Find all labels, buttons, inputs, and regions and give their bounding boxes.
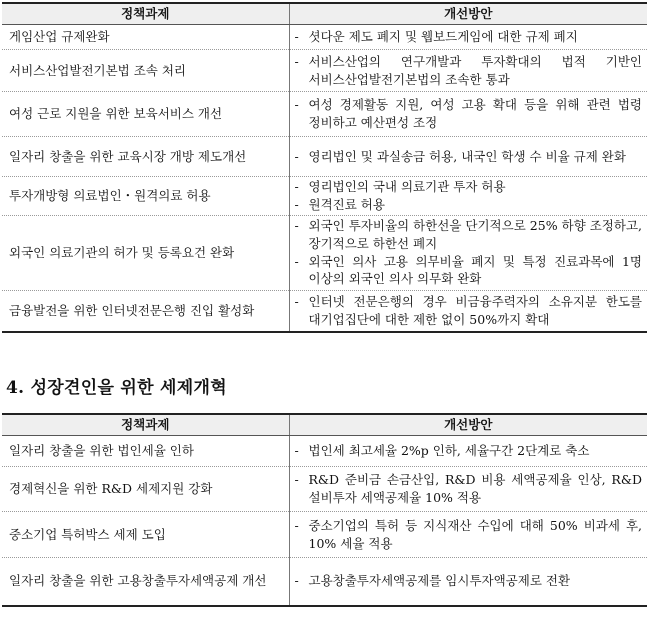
policy-task-cell: 외국인 의료기관의 허가 및 등록요건 완화 bbox=[2, 215, 289, 290]
measure-item: - 영리법인의 국내 의료기관 투자 허용 bbox=[294, 179, 506, 194]
improvement-cell bbox=[289, 50, 647, 92]
measure-item: - 서비스산업의 연구개발과 투자확대의 법적 기반인 서비스산업발전기본법의 조속한 통과 bbox=[294, 53, 642, 87]
policy-table-1 bbox=[2, 2, 647, 333]
measure-item: - 원격진료 허용 bbox=[294, 196, 385, 212]
table-row bbox=[2, 92, 647, 137]
improvement-cell bbox=[289, 137, 647, 177]
table-row bbox=[2, 50, 647, 92]
header-policy-task: 정책과제 bbox=[2, 3, 289, 25]
measure-item: - 인터넷 전문은행의 경우 비금융주력자의 소유지분 한도를 대기업집단에 대한 제한 없이 50%까지 확대 bbox=[294, 294, 642, 327]
table-row bbox=[2, 436, 647, 467]
header-improvement-plan: 개선방안 bbox=[289, 3, 647, 25]
policy-task-cell: 투자개방형 의료법인・원격의료 허용 bbox=[2, 177, 289, 216]
table-row bbox=[2, 215, 647, 290]
table-row bbox=[2, 558, 647, 606]
policy-task-cell: 금융발전을 위한 인터넷전문은행 진입 활성화 bbox=[9, 302, 255, 318]
header-improvement-plan: 개선방안 bbox=[289, 414, 647, 436]
improvement-cell bbox=[289, 512, 647, 558]
measure-item: - R&D 준비금 손금산입, R&D 비용 세액공제율 인상, R&D 설비투자 세액공제율 10% 적용 bbox=[294, 472, 642, 505]
table-row bbox=[2, 512, 647, 558]
header-policy-task: 정책과제 bbox=[2, 414, 289, 436]
policy-task-cell: 일자리 창출을 위한 법인세율 인하 bbox=[2, 436, 289, 467]
improvement-cell bbox=[289, 290, 647, 332]
measure-item: - 외국인 투자비율의 하한선을 단기적으로 25% 하향 조정하고, 장기적으로 하한선 폐지 bbox=[294, 218, 642, 251]
policy-task-cell: 일자리 창출을 위한 교육시장 개방 제도개선 bbox=[2, 137, 289, 177]
policy-task-cell: 게임산업 규제완화 bbox=[2, 25, 289, 50]
table-header-row bbox=[2, 3, 647, 25]
improvement-cell bbox=[289, 25, 647, 50]
measure-item: - 중소기업의 특허 등 지식재산 수입에 대해 50% 비과세 후, 10% 세율 적용 bbox=[294, 517, 642, 551]
policy-task-cell: 중소기업 특허박스 세제 도입 bbox=[2, 512, 289, 558]
section-heading: 4. 성장견인을 위한 세제개혁 bbox=[6, 378, 227, 398]
measure-item: - 법인세 최고세율 2%p 인하, 세율구간 2단계로 축소 bbox=[294, 443, 590, 459]
table-row bbox=[2, 25, 647, 50]
improvement-cell bbox=[289, 467, 647, 512]
table-header-row bbox=[2, 414, 647, 436]
measure-item: - 고용창출투자세액공제를 임시투자액공제로 전환 bbox=[294, 573, 571, 589]
policy-task-cell: 경제혁신을 위한 R&D 세제지원 강화 bbox=[2, 467, 289, 512]
policy-task-cell: 서비스산업발전기본법 조속 처리 bbox=[2, 50, 289, 92]
policy-table-2 bbox=[2, 413, 647, 607]
improvement-cell bbox=[289, 177, 647, 216]
table-row bbox=[2, 467, 647, 512]
measure-item: - 셧다운 제도 폐지 및 웹보드게임에 대한 규제 폐지 bbox=[294, 29, 578, 45]
policy-task-cell: 일자리 창출을 위한 고용창출투자세액공제 개선 bbox=[9, 573, 267, 589]
measure-item: - 영리법인 및 과실송금 허용, 내국인 학생 수 비율 규제 완화 bbox=[294, 148, 626, 164]
policy-task-cell: 여성 근로 지원을 위한 보육서비스 개선 bbox=[2, 92, 289, 137]
improvement-cell bbox=[289, 92, 647, 137]
table-row bbox=[2, 137, 647, 177]
table-row bbox=[2, 290, 647, 332]
measure-item: - 외국인 의사 고용 의무비율 폐지 및 특정 진료과목에 1명 이상의 외국인 의사 의무화 완화 bbox=[294, 253, 642, 287]
improvement-cell bbox=[289, 215, 647, 290]
improvement-cell bbox=[289, 436, 647, 467]
table-row bbox=[2, 177, 647, 216]
improvement-cell bbox=[289, 558, 647, 606]
measure-item: - 여성 경제활동 지원, 여성 고용 확대 등을 위해 관련 법령 정비하고 예산편성 조정 bbox=[294, 97, 642, 130]
